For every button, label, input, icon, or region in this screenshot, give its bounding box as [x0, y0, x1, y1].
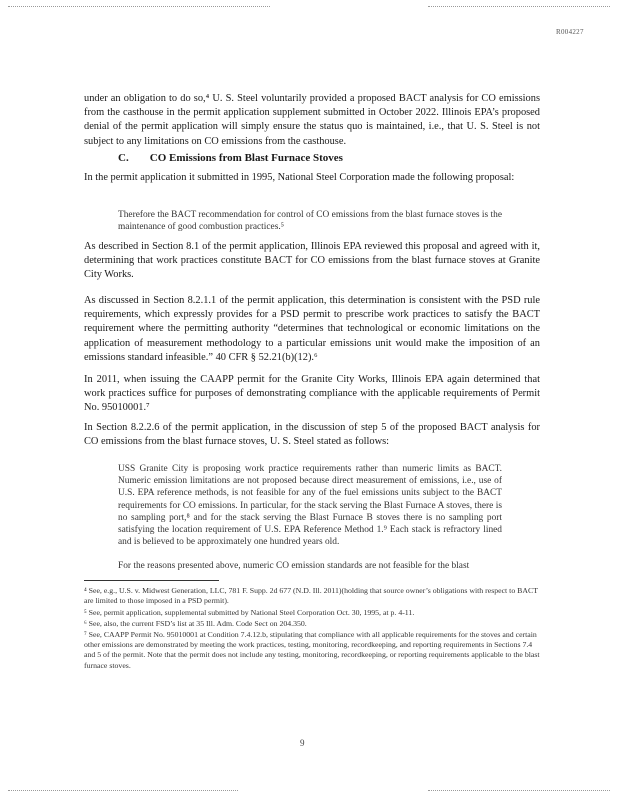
bates-number: R004227 — [556, 28, 584, 36]
block-quote-good-combustion: Therefore the BACT recommendation for control of CO emissions from the blast furnace stoves is the maintenance of good combustion practices.⁵ — [118, 210, 502, 233]
section-heading-c — [118, 152, 343, 164]
paragraph-section-8-1: As described in Section 8.1 of the permit application, Illinois EPA reviewed this proposal and agreed with it, determining that work practices constitute BACT for CO emissions from the blast furnace stoves at Granite City Works. — [84, 241, 540, 281]
top-scan-dotted-line-right — [428, 6, 610, 7]
footnote-separator — [84, 580, 219, 581]
paragraph-section-8-2-1-1: As discussed in Section 8.2.1.1 of the permit application, this determination is consistent with the PSD rule requirements, which expressly provides for a PSD permit to prescribe work practices to satisfy the BACT requirement where the permitting authority “determines that technological or economic limitations on the application of measurement methodology to a particular emissions unit would make the imposition of an emissions standard infeasible.” 40 CFR § 52.21(b)(12).⁶ — [84, 295, 540, 363]
paragraph-section-8-2-2-6: In Section 8.2.2.6 of the permit application, in the discussion of step 5 of the proposed BACT analysis for CO emissions from the blast furnace stoves, U. S. Steel stated as follows: — [84, 422, 540, 448]
section-heading-text: CO Emissions from Blast Furnace Stoves — [149, 152, 343, 164]
footnote-5: ⁵ See, permit application, supplemental submitted by National Steel Corporation Oct. 30, 1995, at p. 4-11. — [84, 608, 415, 617]
page-number: 9 — [300, 738, 305, 748]
footnote-4: ⁴ See, e.g., U.S. v. Midwest Generation, LLC, 781 F. Supp. 2d 677 (N.D. Ill. 2011)(holding that source owner’s obligations with respect to BACT are limited to those imposed in a PSD permit). — [84, 586, 538, 606]
paragraph-casthouse-bact: under an obligation to do so,⁴ U. S. Steel voluntarily provided a proposed BACT analysis for CO emissions from the casthouse in the permit application supplement submitted in October 2022. Illinois EPA’s proposed denial of the permit application will simply ensure the status quo is maintained, i.e., that U. S. Steel is not subject to any limitations on CO emissions from the casthouse. — [84, 93, 540, 147]
paragraph-permit-application-1995: In the permit application it submitted in 1995, National Steel Corporation made the following proposal: — [84, 172, 515, 183]
footnote-6: ⁶ See, also, the current FSD’s list at 35 Ill. Adm. Code Sect on 204.350. — [84, 619, 307, 628]
top-scan-dotted-line-left — [8, 6, 270, 7]
block-quote-work-practice: USS Granite City is proposing work practice requirements rather than numeric limits as BACT. Numeric emission limitations are not proposed because direct measurement of emissions, i.e., use of U.S. EPA reference methods, is not feasible for any of the fuel emissions units subject to the BACT requirements for CO emissions. In particular, for the stack serving the Blast Furnace A stoves, there is no sampling port,⁸ and for the stack serving the Blast Furnace B stoves there is no sampling port satisfying the location requirement of U.S. EPA Reference Method 1.⁹ Each stack is refractory lined and is believed to be approximately one hundred years old. — [118, 464, 502, 548]
bottom-scan-dotted-line-right — [428, 790, 610, 791]
section-heading-letter: C. — [118, 152, 129, 164]
block-quote-continuation: For the reasons presented above, numeric CO emission standards are not feasible for the blast — [118, 561, 470, 571]
footnote-7: ⁷ See, CAAPP Permit No. 95010001 at Condition 7.4.12.b, stipulating that compliance with all applicable requirements for the stoves and certain other emissions are demonstrated by meeting the work practices, testing, monitoring, recordkeeping, and reporting requirements in Sections 7.4 and 5 of the permit. Note that the permit does not include any testing, monitoring, recordkeeping, or reporting requirements applicable to the blast furnace stoves. — [84, 630, 540, 670]
bottom-scan-dotted-line-left — [8, 790, 238, 791]
paragraph-caapp-permit-2011: In 2011, when issuing the CAAPP permit for the Granite City Works, Illinois EPA again determined that work practices suffice for purposes of demonstrating compliance with the applicable requirements of Permit No. 95010001.⁷ — [84, 374, 540, 414]
